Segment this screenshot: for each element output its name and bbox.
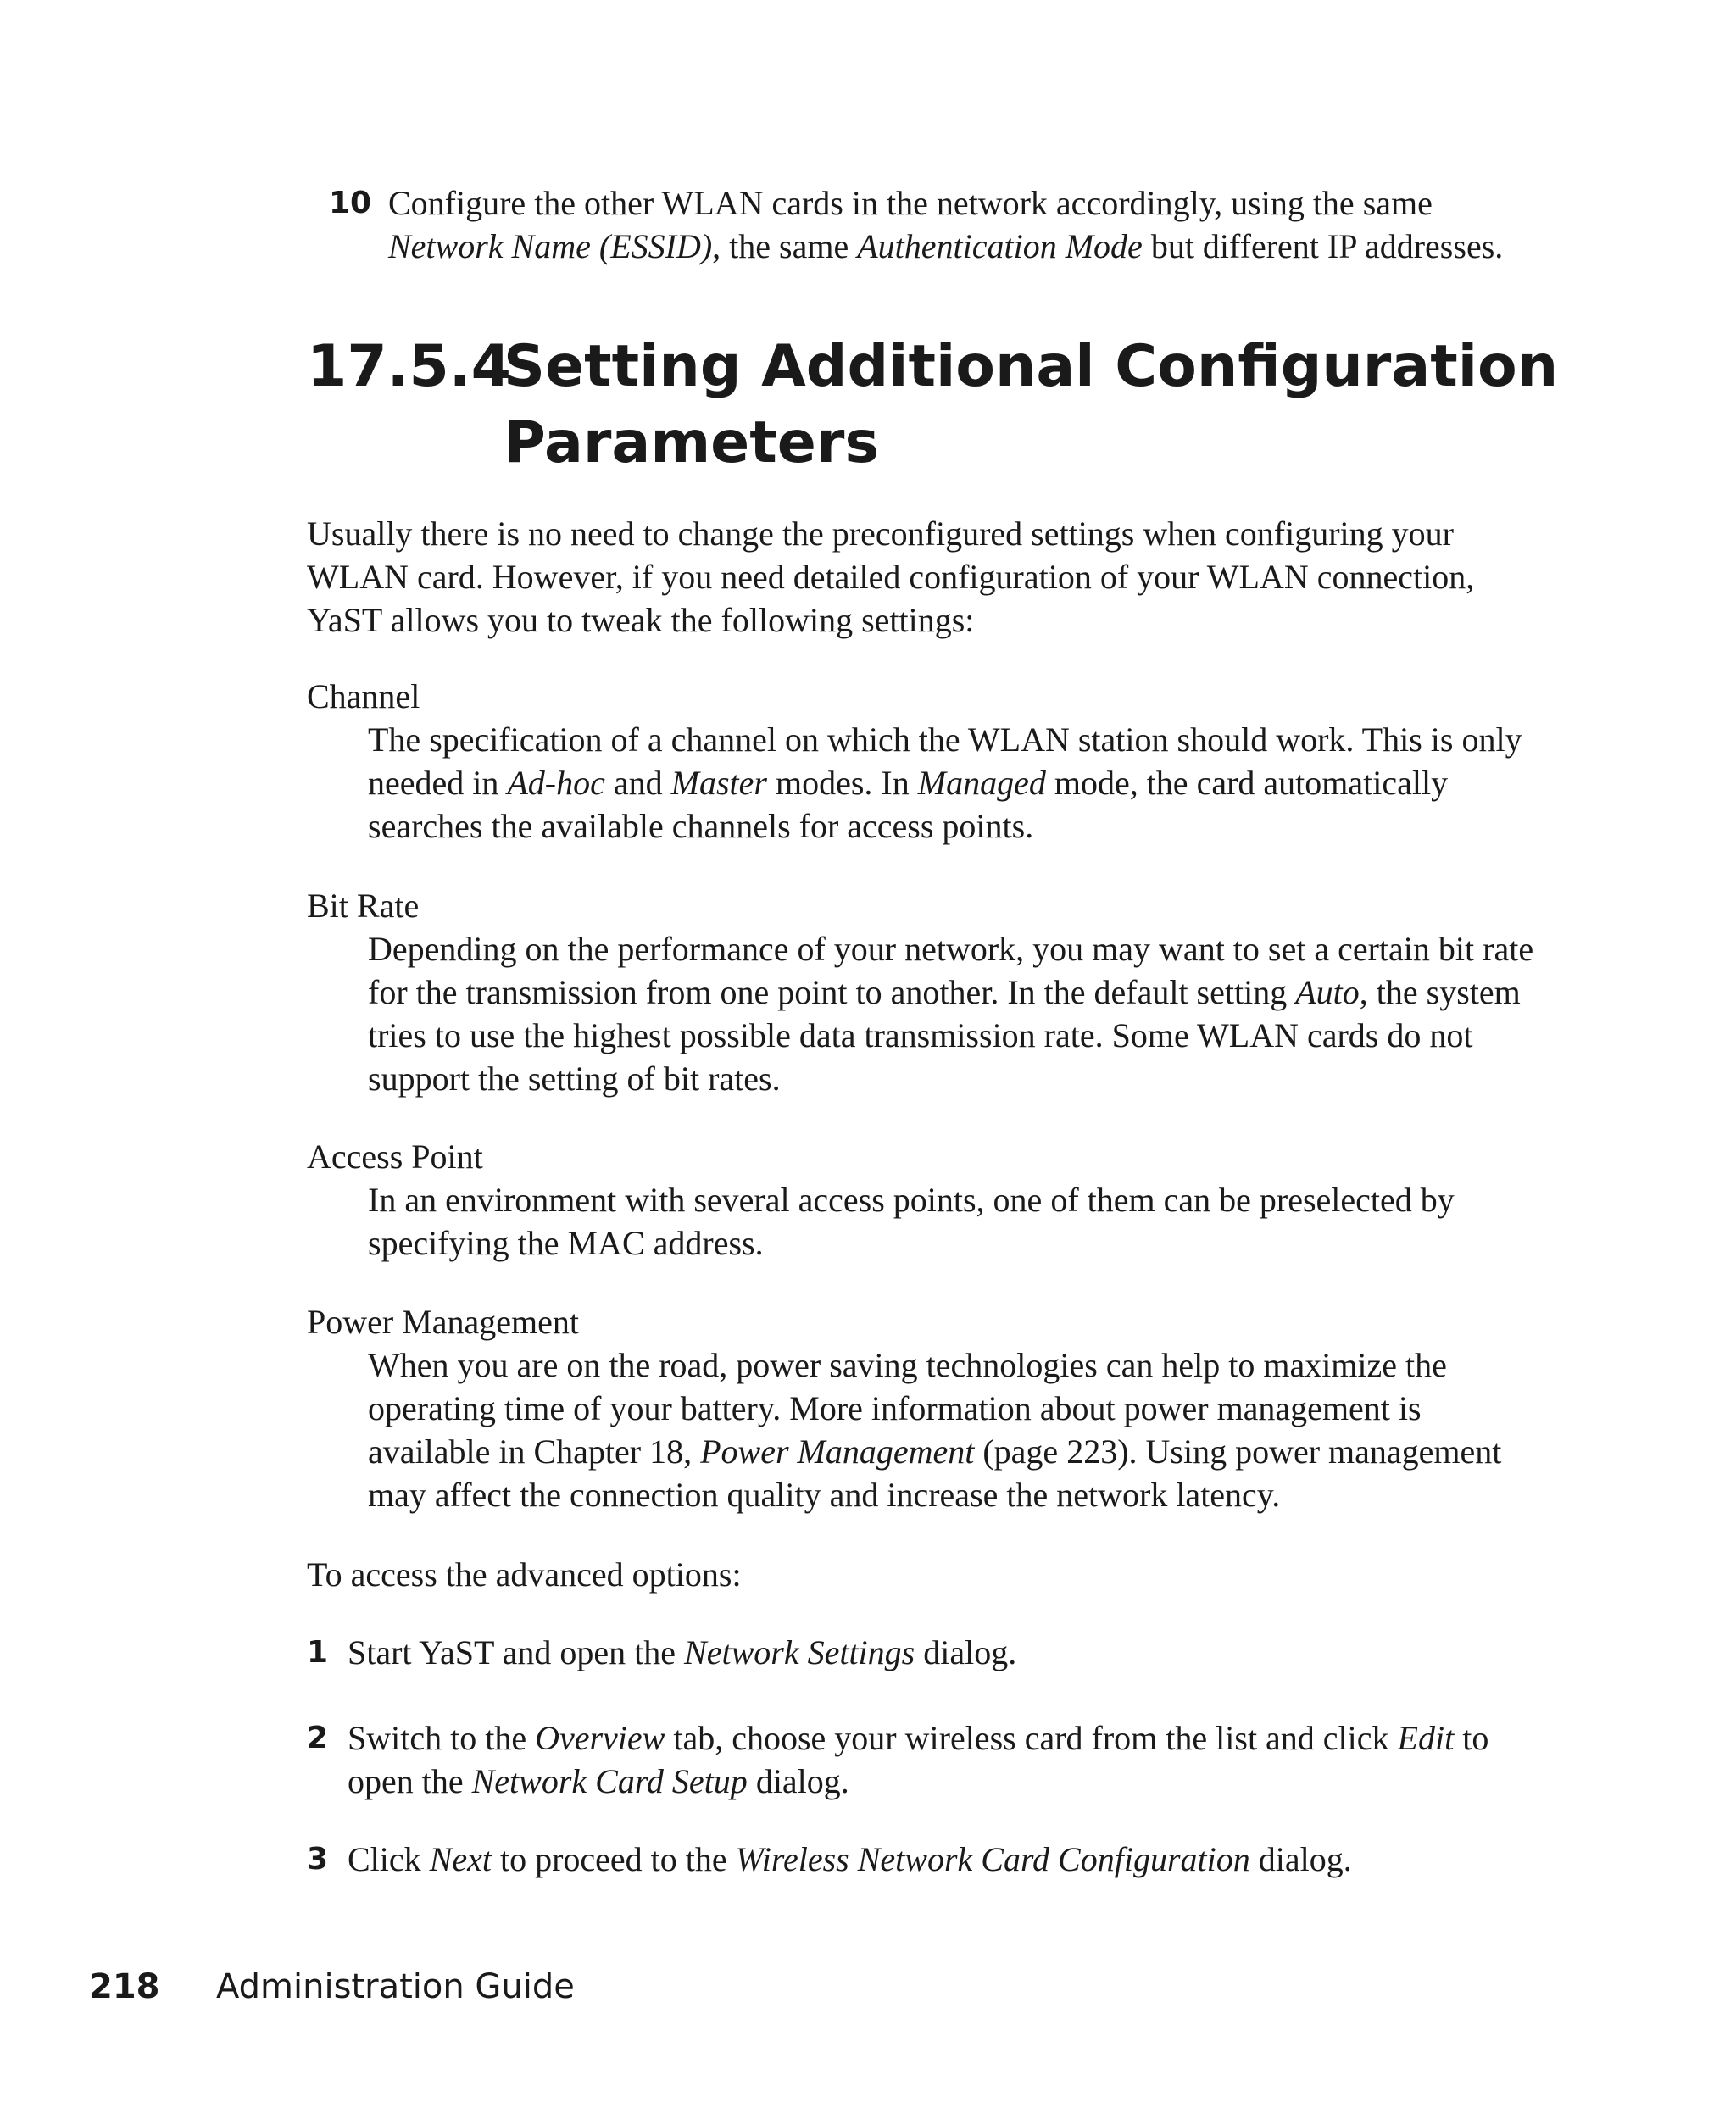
step-2 [307, 1716, 1544, 1803]
step-text-part: Start YaST and open the [348, 1633, 685, 1671]
step-text-part: dialog. [915, 1633, 1017, 1671]
book-title: Administration Guide [216, 1967, 575, 2006]
step-text-part: dialog. [1249, 1840, 1352, 1878]
term-channel: Channel [307, 677, 420, 715]
definition-text-part: , the system tries to use the highest possible data transmission rate. Some WLAN cards do not support the setting of bit rates. [368, 973, 1521, 1098]
emphasis-ad-hoc: Ad-hoc [507, 764, 605, 802]
emphasis-managed: Managed [917, 764, 1046, 802]
term-access-point: Access Point [307, 1137, 483, 1176]
emphasis-edit: Edit [1397, 1719, 1455, 1757]
definition-text-part: modes. In [766, 764, 918, 802]
step-text-part: but different IP addresses. [1142, 227, 1504, 265]
step-text-part: , the same [712, 227, 858, 265]
term-power-management: Power Management [307, 1303, 580, 1341]
definition-text-part: The specification of a channel on which the WLAN station should work. This is only needed in [368, 720, 1522, 802]
definition-text-part: mode, the card automatically searches the available channels for access points. [368, 764, 1449, 845]
step-text [348, 1838, 1544, 1881]
emphasis-auto: Auto [1295, 973, 1360, 1011]
emphasis-network-name: Network Name (ESSID) [388, 227, 713, 265]
term-bit-rate: Bit Rate [307, 887, 420, 925]
definition-text-part: and [604, 764, 671, 802]
step-text-part: dialog. [747, 1762, 849, 1800]
definition-channel [368, 718, 1546, 848]
step-3 [307, 1838, 1544, 1881]
step-text [388, 181, 1550, 268]
section-number: 17.5.4 [307, 333, 511, 400]
section-title: Setting Additional Configuration Parameters [504, 333, 1559, 476]
definition-access-point: In an environment with several access points, one of them can be preselected by specifying the MAC address. [368, 1181, 1455, 1262]
access-intro: To access the advanced options: [307, 1555, 742, 1594]
emphasis-authentication-mode: Authentication Mode [857, 227, 1143, 265]
step-text-part: Configure the other WLAN cards in the network accordingly, using the same [388, 184, 1433, 222]
step-text [348, 1631, 1544, 1674]
definition-text-part: When you are on the road, power saving technologies can help to maximize the operating time of your battery. More information about power management is available in Chapter 18, [368, 1346, 1447, 1471]
step-text-part: Switch to the [348, 1719, 536, 1757]
step-text [348, 1716, 1544, 1803]
emphasis-network-card-setup: Network Card Setup [471, 1762, 748, 1800]
step-text-part: tab, choose your wireless card from the list and click [665, 1719, 1398, 1757]
emphasis-network-settings: Network Settings [684, 1633, 915, 1671]
step-text-part: Click [348, 1840, 430, 1878]
step-10 [329, 181, 1550, 268]
section-heading [307, 329, 1578, 481]
emphasis-overview: Overview [535, 1719, 665, 1757]
definition-bit-rate [368, 927, 1546, 1100]
step-number: 3 [307, 1842, 329, 1877]
page-number: 218 [89, 1967, 160, 2006]
step-text-part: to open the [348, 1719, 1489, 1800]
step-number: 1 [307, 1635, 329, 1670]
definition-power-management [368, 1343, 1546, 1516]
intro-paragraph: Usually there is no need to change the preconfigured settings when configuring your WLAN card. However, if you need detailed configuration of your WLAN connection, YaST allows you to tweak the following settings: [307, 514, 1475, 639]
definition-text-part: Depending on the performance of your network, you may want to set a certain bit rate for the transmission from one point to another. In the default setting [368, 930, 1534, 1011]
step-number: 2 [307, 1721, 329, 1755]
emphasis-next: Next [429, 1840, 492, 1878]
emphasis-power-management: Power Management [700, 1432, 975, 1471]
step-number: 10 [329, 186, 372, 220]
emphasis-master: Master [670, 764, 767, 802]
definition-text-part: (page 223). Using power management may affect the connection quality and increase the network latency. [368, 1432, 1502, 1514]
emphasis-wireless-network-card-configuration: Wireless Network Card Configuration [735, 1840, 1250, 1878]
page-footer [89, 1965, 575, 2009]
step-1 [307, 1631, 1544, 1674]
step-text-part: to proceed to the [491, 1840, 736, 1878]
